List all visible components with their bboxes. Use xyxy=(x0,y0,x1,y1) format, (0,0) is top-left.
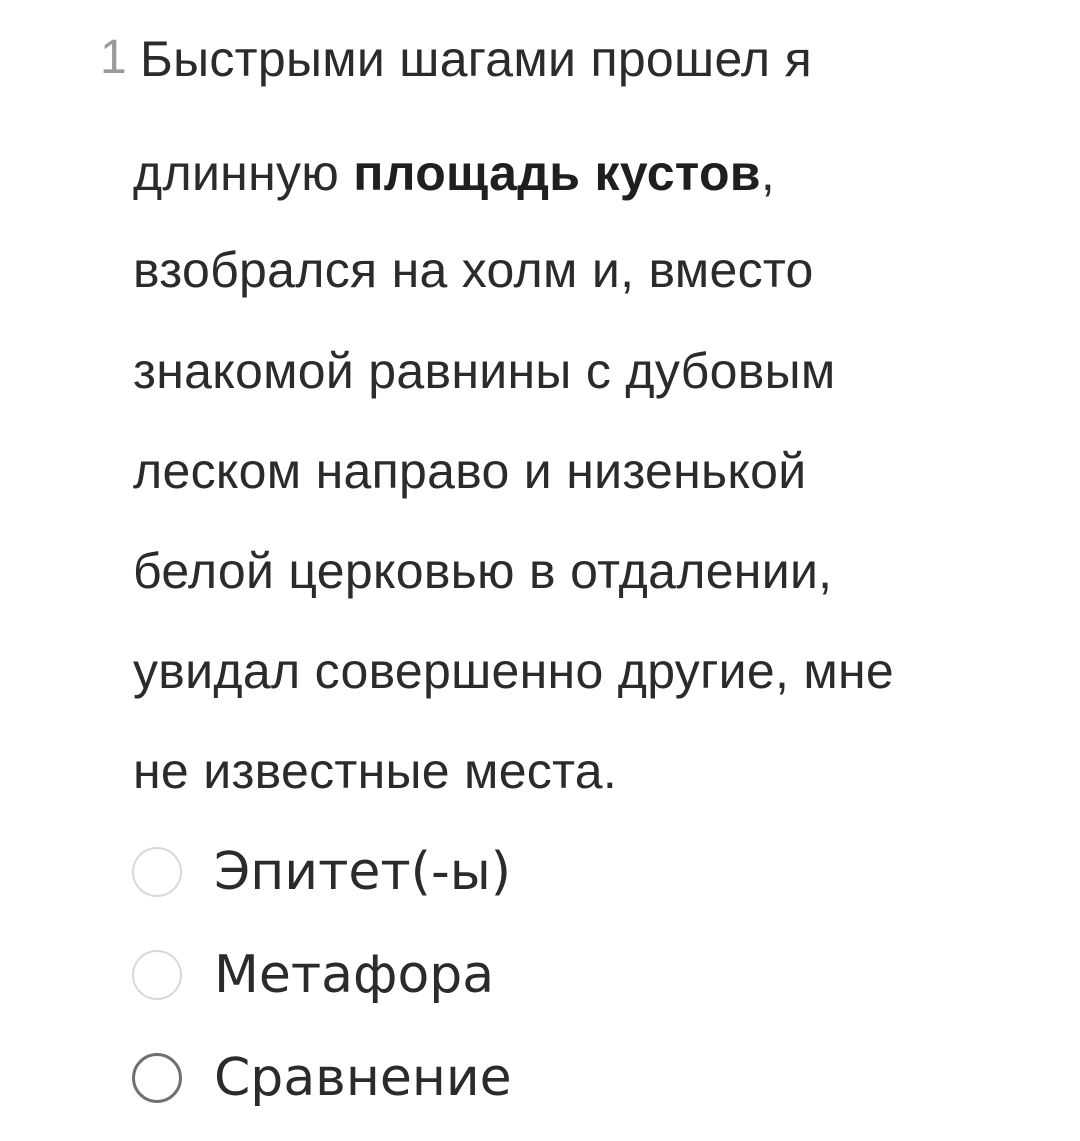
radio-button[interactable] xyxy=(132,847,182,897)
question-number: 1 xyxy=(100,31,127,84)
question-text-line: не известные места. xyxy=(133,743,618,799)
option-comparison[interactable] xyxy=(132,1048,512,1108)
question-text-line: знакомой равнины с дубовым xyxy=(133,343,836,399)
question-text-segment: длинную xyxy=(133,145,354,201)
radio-button[interactable] xyxy=(132,1053,182,1103)
question-text-line: увидал совершенно другие, мне xyxy=(133,643,895,699)
question-text-line xyxy=(133,143,775,203)
radio-button[interactable] xyxy=(132,950,182,1000)
option-label: Метафора xyxy=(214,945,495,1005)
option-epithet[interactable] xyxy=(132,842,511,902)
question-text-line: взобрался на холм и, вместо xyxy=(133,242,814,298)
question-text-line: белой церковью в отдалении, xyxy=(133,543,833,599)
option-label: Эпитет(-ы) xyxy=(214,842,512,902)
question-text-segment: , xyxy=(760,145,776,201)
question-text-line: леском направо и низенькой xyxy=(133,443,807,499)
question-text-line: Быстрыми шагами прошел я xyxy=(140,31,812,87)
option-metaphor[interactable] xyxy=(132,945,494,1005)
option-label: Сравнение xyxy=(214,1048,512,1108)
highlighted-phrase: площадь кустов xyxy=(353,145,761,201)
